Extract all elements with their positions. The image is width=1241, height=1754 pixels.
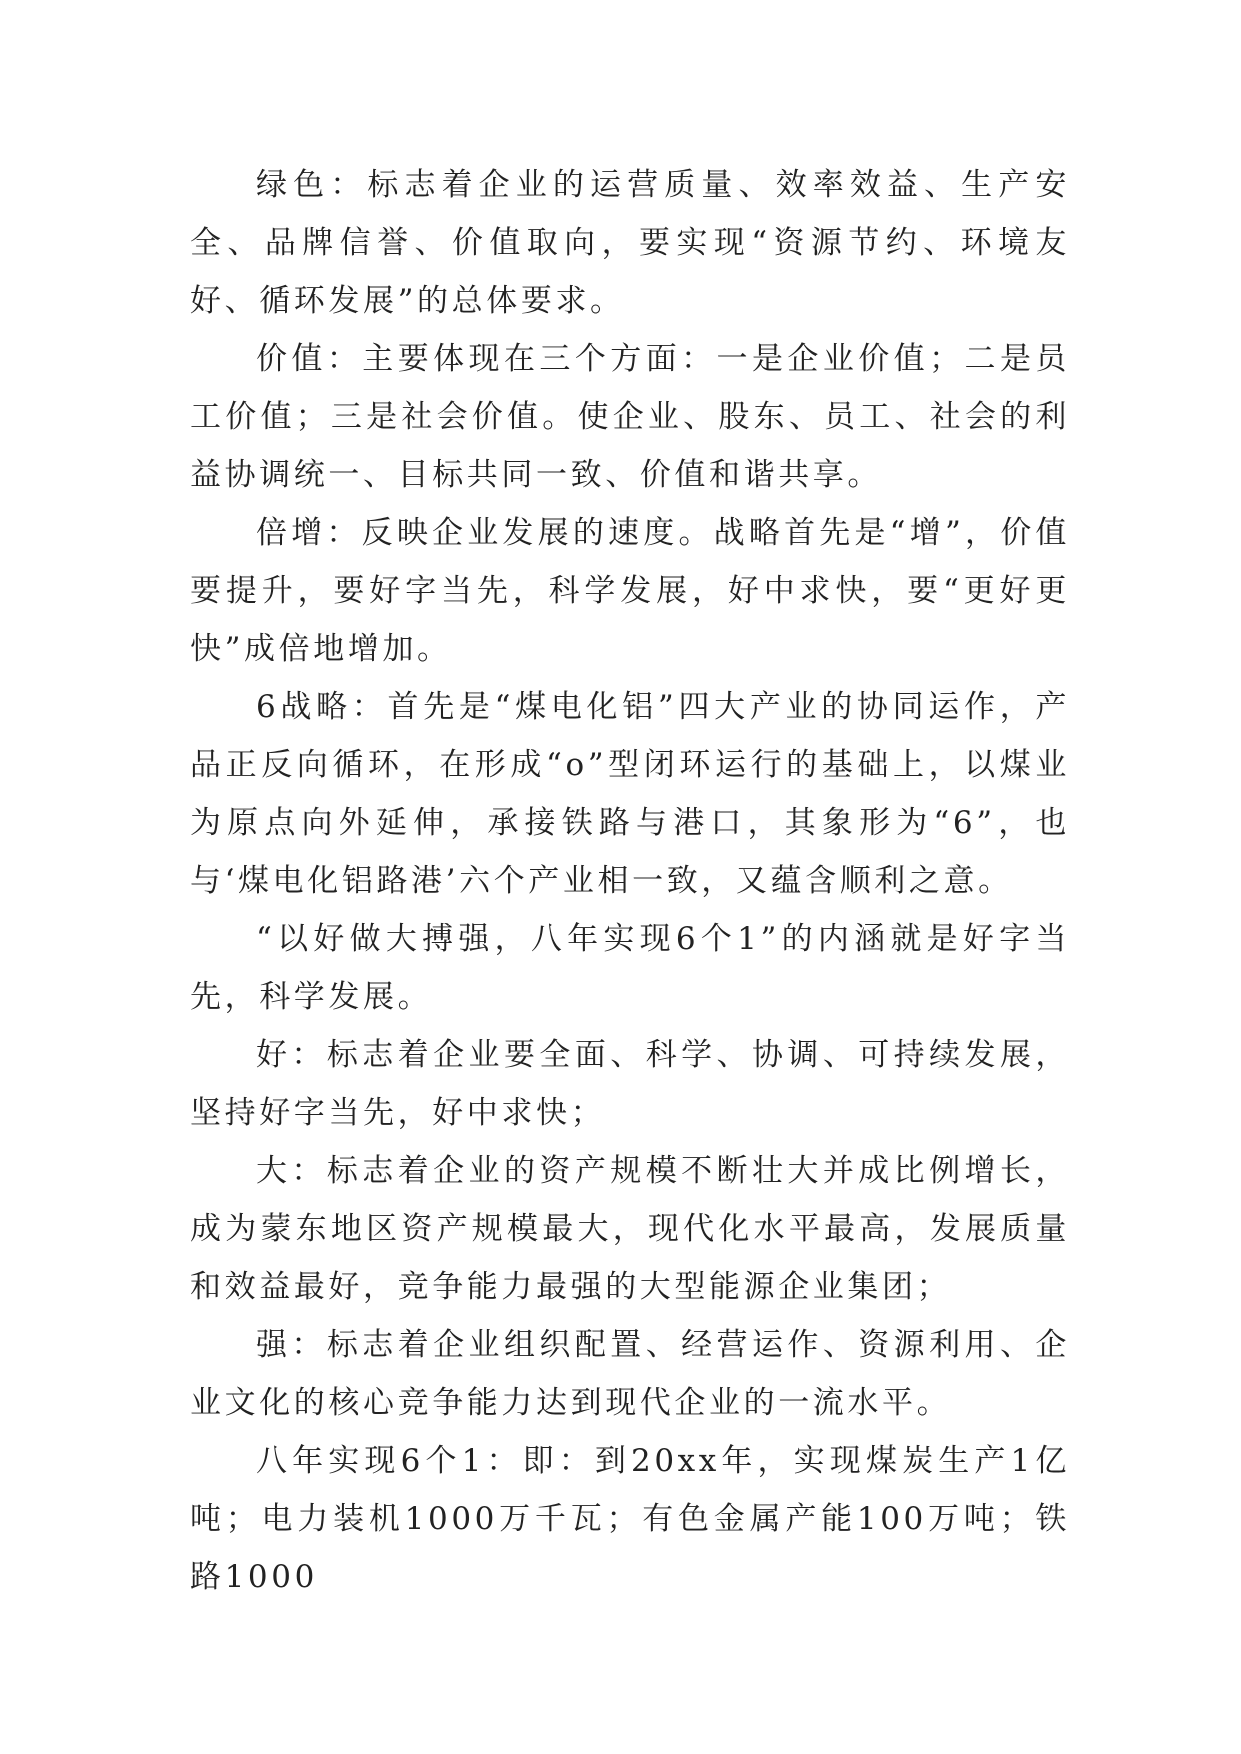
paragraph-multiply: 倍增：反映企业发展的速度。战略首先是“增”，价值要提升，要好字当先，科学发展，好中求快，要“更好更快”成倍地增加。 (190, 515, 1070, 667)
paragraph-green: 绿色：标志着企业的运营质量、效率效益、生产安全、品牌信誉、价值取向，要实现“资源节约、环境友好、循环发展”的总体要求。 (190, 167, 1070, 319)
paragraph-connotation: “以好做大搏强，八年实现6个1”的内涵就是好字当先，科学发展。 (190, 921, 1070, 1015)
paragraph-strategy-6: 6战略：首先是“煤电化铝”四大产业的协同运作，产品正反向循环，在形成“o”型闭环运行的基础上，以煤业为原点向外延伸，承接铁路与港口，其象形为“6”，也与‘煤电化铝路港’六个产业相一致，又蕴含顺利之意。 (190, 689, 1070, 899)
paragraph-big: 大：标志着企业的资产规模不断壮大并成比例增长，成为蒙东地区资产规模最大，现代化水平最高，发展质量和效益最好，竞争能力最强的大型能源企业集团； (190, 1153, 1070, 1305)
paragraph-strong: 强：标志着企业组织配置、经营运作、资源利用、企业文化的核心竞争能力达到现代企业的一流水平。 (190, 1327, 1070, 1421)
document-body (190, 156, 1070, 1606)
paragraph-good: 好：标志着企业要全面、科学、协调、可持续发展，坚持好字当先，好中求快； (190, 1037, 1070, 1131)
paragraph-eight-years: 八年实现6个1：即：到20xx年，实现煤炭生产1亿吨；电力装机1000万千瓦；有色金属产能100万吨；铁路1000 (190, 1443, 1070, 1595)
paragraph-value: 价值：主要体现在三个方面：一是企业价值；二是员工价值；三是社会价值。使企业、股东、员工、社会的利益协调统一、目标共同一致、价值和谐共享。 (190, 341, 1070, 493)
